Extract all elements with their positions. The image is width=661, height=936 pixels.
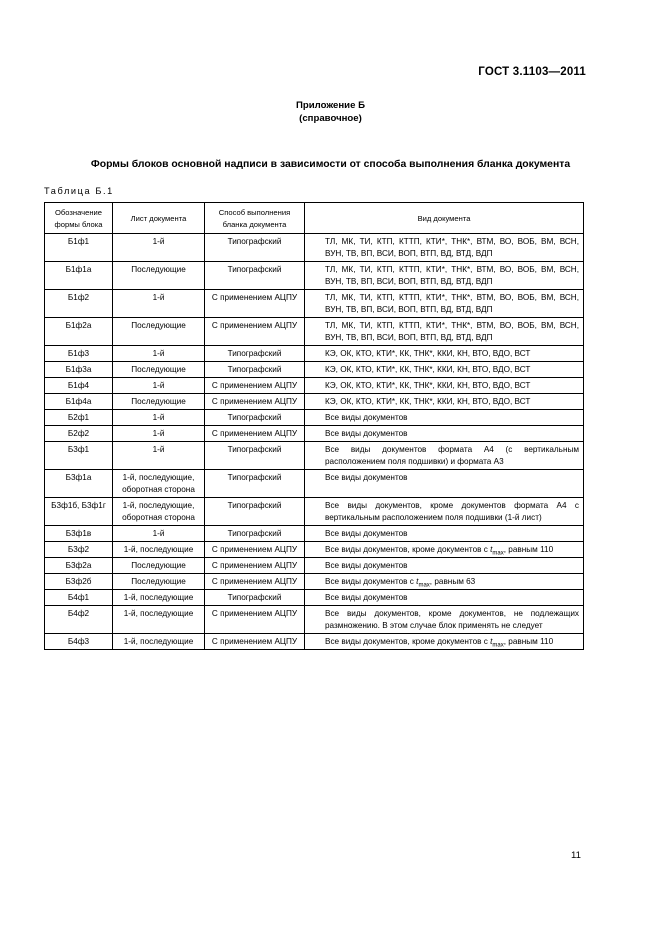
sheet-cell: 1-й, последующие [113, 634, 205, 650]
table-row [45, 290, 584, 318]
method-cell: Типографский [205, 410, 305, 426]
doc-types-cell: Все виды документов [305, 426, 584, 442]
table-row [45, 426, 584, 442]
table-row [45, 262, 584, 290]
form-code-cell: Б3ф2 [45, 542, 113, 558]
sheet-cell: 1-й, последующие [113, 606, 205, 634]
doc-types-cell: Все виды документов, кроме документов с $t_{max}$, равным 110 [305, 542, 584, 558]
appendix-note: (справочное) [299, 113, 362, 124]
sheet-cell: 1-й, последующие, оборотная сторона [113, 470, 205, 498]
method-cell: Типографский [205, 470, 305, 498]
sheet-cell: 1-й [113, 526, 205, 542]
sheet-cell: Последующие [113, 362, 205, 378]
method-cell: С применением АЦПУ [205, 574, 305, 590]
form-code-cell: Б3ф1в [45, 526, 113, 542]
sheet-cell: 1-й [113, 442, 205, 470]
method-cell: Типографский [205, 362, 305, 378]
method-cell: Типографский [205, 498, 305, 526]
form-code-cell: Б3ф2а [45, 558, 113, 574]
sheet-cell: 1-й [113, 426, 205, 442]
doc-types-cell: КЭ, ОК, КТО, КТИ*, КК, ТНК*, ККИ, КН, ВТО, ВДО, ВСТ [305, 346, 584, 362]
form-code-cell: Б3ф1а [45, 470, 113, 498]
table-row [45, 378, 584, 394]
doc-types-cell: ТЛ, МК, ТИ, КТП, КТТП, КТИ*, ТНК*, ВТМ, ВО, ВОБ, ВМ, ВСН, ВУН, ТВ, ВП, ВСИ, ВОП, ВТП, ВД, ВТД, ВДП [305, 234, 584, 262]
method-cell: С применением АЦПУ [205, 426, 305, 442]
table-row [45, 542, 584, 558]
table-row [45, 498, 584, 526]
sheet-cell: Последующие [113, 262, 205, 290]
table-row [45, 318, 584, 346]
form-code-cell: Б2ф1 [45, 410, 113, 426]
method-cell: Типографский [205, 346, 305, 362]
doc-types-cell: Все виды документов [305, 410, 584, 426]
doc-types-cell: Все виды документов формата А4 (с вертикальным расположением поля подшивки) и формата А3 [305, 442, 584, 470]
method-cell: С применением АЦПУ [205, 394, 305, 410]
method-cell: С применением АЦПУ [205, 542, 305, 558]
doc-types-cell: Все виды документов с $t_{max}$, равным 63 [305, 574, 584, 590]
form-code-cell: Б1ф3 [45, 346, 113, 362]
column-header: Лист документа [113, 203, 205, 234]
method-cell: Типографский [205, 234, 305, 262]
page-number: 11 [571, 850, 581, 861]
table-row [45, 234, 584, 262]
method-cell: Типографский [205, 590, 305, 606]
appendix-title: Приложение Б [296, 100, 365, 111]
sheet-cell: Последующие [113, 558, 205, 574]
method-cell: Типографский [205, 262, 305, 290]
form-code-cell: Б1ф2 [45, 290, 113, 318]
doc-types-cell: Все виды документов, кроме документов, не подлежащих размножению. В этом случае блок применять не следует [305, 606, 584, 634]
table-row [45, 574, 584, 590]
sheet-cell: 1-й [113, 234, 205, 262]
table-header-row [45, 203, 584, 234]
doc-types-cell: Все виды документов, кроме документов с $t_{max}$, равным 110 [305, 634, 584, 650]
doc-types-cell: ТЛ, МК, ТИ, КТП, КТТП, КТИ*, ТНК*, ВТМ, ВО, ВОБ, ВМ, ВСН, ВУН, ТВ, ВП, ВСИ, ВОП, ВТП, ВД, ВТД, ВДП [305, 262, 584, 290]
sheet-cell: Последующие [113, 574, 205, 590]
form-code-cell: Б1ф2а [45, 318, 113, 346]
table-row [45, 526, 584, 542]
doc-types-cell: Все виды документов, кроме документов формата А4 с вертикальным расположением поля подшивки (1-й лист) [305, 498, 584, 526]
table-row [45, 442, 584, 470]
table-row [45, 470, 584, 498]
table-caption: Таблица Б.1 [44, 186, 114, 196]
forms-table [44, 202, 584, 650]
method-cell: С применением АЦПУ [205, 378, 305, 394]
form-code-cell: Б4ф1 [45, 590, 113, 606]
column-header: Способ выполнения бланка документа [205, 203, 305, 234]
appendix-block [0, 99, 661, 125]
doc-types-cell: Все виды документов [305, 526, 584, 542]
table-row [45, 410, 584, 426]
doc-types-cell: ТЛ, МК, ТИ, КТП, КТТП, КТИ*, ТНК*, ВТМ, ВО, ВОБ, ВМ, ВСН, ВУН, ТВ, ВП, ВСИ, ВОП, ВТП, ВД, ВТД, ВДП [305, 318, 584, 346]
form-code-cell: Б1ф1а [45, 262, 113, 290]
method-cell: Типографский [205, 526, 305, 542]
form-code-cell: Б1ф3а [45, 362, 113, 378]
table-row [45, 606, 584, 634]
form-code-cell: Б3ф1б, Б3ф1г [45, 498, 113, 526]
method-cell: С применением АЦПУ [205, 634, 305, 650]
doc-types-cell: КЭ, ОК, КТО, КТИ*, КК, ТНК*, ККИ, КН, ВТО, ВДО, ВСТ [305, 394, 584, 410]
sheet-cell: 1-й, последующие, оборотная сторона [113, 498, 205, 526]
sheet-cell: 1-й, последующие [113, 590, 205, 606]
sheet-cell: 1-й [113, 378, 205, 394]
table-row [45, 590, 584, 606]
table-row [45, 346, 584, 362]
document-standard-header: ГОСТ 3.1103—2011 [478, 66, 586, 78]
doc-types-cell: Все виды документов [305, 470, 584, 498]
method-cell: С применением АЦПУ [205, 558, 305, 574]
form-code-cell: Б1ф4а [45, 394, 113, 410]
method-cell: С применением АЦПУ [205, 290, 305, 318]
sheet-cell: 1-й [113, 410, 205, 426]
form-code-cell: Б4ф2 [45, 606, 113, 634]
sheet-cell: 1-й, последующие [113, 542, 205, 558]
sheet-cell: Последующие [113, 318, 205, 346]
form-code-cell: Б1ф4 [45, 378, 113, 394]
method-cell: Типографский [205, 442, 305, 470]
form-code-cell: Б3ф1 [45, 442, 113, 470]
form-code-cell: Б3ф2б [45, 574, 113, 590]
table-row [45, 394, 584, 410]
sheet-cell: 1-й [113, 346, 205, 362]
method-cell: С применением АЦПУ [205, 606, 305, 634]
column-header: Вид документа [305, 203, 584, 234]
form-code-cell: Б1ф1 [45, 234, 113, 262]
method-cell: С применением АЦПУ [205, 318, 305, 346]
doc-types-cell: КЭ, ОК, КТО, КТИ*, КК, ТНК*, ККИ, КН, ВТО, ВДО, ВСТ [305, 378, 584, 394]
form-code-cell: Б4ф3 [45, 634, 113, 650]
table-body [45, 234, 584, 650]
section-heading: Формы блоков основной надписи в зависимости от способа выполнения бланка документа [90, 159, 571, 170]
doc-types-cell: Все виды документов [305, 590, 584, 606]
doc-types-cell: КЭ, ОК, КТО, КТИ*, КК, ТНК*, ККИ, КН, ВТО, ВДО, ВСТ [305, 362, 584, 378]
form-code-cell: Б2ф2 [45, 426, 113, 442]
table-row [45, 558, 584, 574]
sheet-cell: Последующие [113, 394, 205, 410]
column-header: Обозначение формы блока [45, 203, 113, 234]
sheet-cell: 1-й [113, 290, 205, 318]
doc-types-cell: ТЛ, МК, ТИ, КТП, КТТП, КТИ*, ТНК*, ВТМ, ВО, ВОБ, ВМ, ВСН, ВУН, ТВ, ВП, ВСИ, ВОП, ВТП, ВД, ВТД, ВДП [305, 290, 584, 318]
table-row [45, 362, 584, 378]
doc-types-cell: Все виды документов [305, 558, 584, 574]
table-row [45, 634, 584, 650]
